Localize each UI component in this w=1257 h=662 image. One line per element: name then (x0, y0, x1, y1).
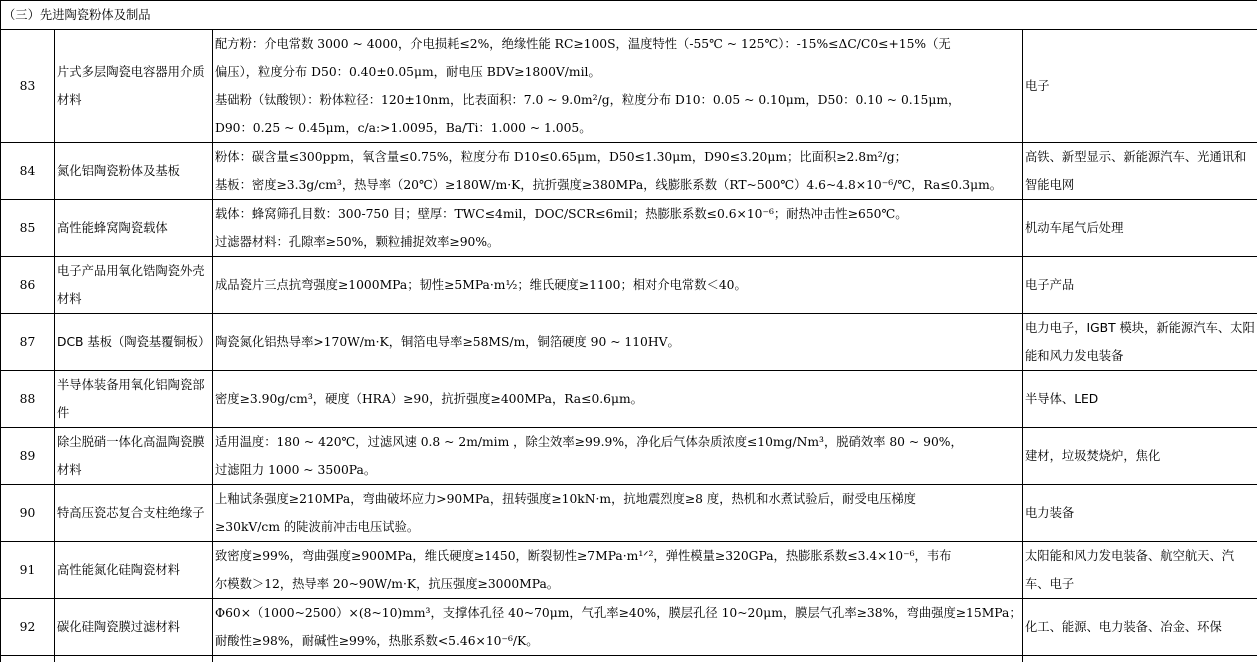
spec-line: 配方粉：介电常数 3000 ~ 4000，介电损耗≤2%，绝缘性能 RC≥100S，温度特性（-55℃ ~ 125℃）：-15%≤ΔC/C0≤+15%（无 (215, 30, 1020, 58)
row-number: 86 (1, 257, 55, 314)
table-row (1, 485, 1257, 542)
spec-cell (213, 542, 1023, 599)
row-number: 85 (1, 200, 55, 257)
row-number: 87 (1, 314, 55, 371)
row-number: 84 (1, 143, 55, 200)
application-field: 高铁、新型显示、新能源汽车、光通讯和智能电网 (1023, 143, 1257, 200)
application-field: 电子 (1023, 30, 1257, 143)
application-field: 电力电子，IGBT 模块，新能源汽车、太阳能和风力发电装备 (1023, 314, 1257, 371)
application-field: 建材，垃圾焚烧炉，焦化 (1023, 428, 1257, 485)
material-name: DCB 基板（陶瓷基覆铜板） (55, 314, 213, 371)
application-field: 半导体、LED (1023, 371, 1257, 428)
table-row (1, 143, 1257, 200)
table-row (1, 30, 1257, 143)
table-row (1, 314, 1257, 371)
application-field: 电子产品 (1023, 257, 1257, 314)
row-number: 83 (1, 30, 55, 143)
spec-line: 过滤器材料：孔隙率≥50%，颗粒捕捉效率≥90%。 (215, 228, 1020, 256)
material-name: 电子产品用氧化锆陶瓷外壳材料 (55, 257, 213, 314)
spec-cell (213, 200, 1023, 257)
row-number: 91 (1, 542, 55, 599)
spec-line: 尔模数＞12，热导率 20~90W/m·K，抗压强度≥3000MPa。 (215, 570, 1020, 598)
section-index: （三） (3, 8, 40, 22)
row-number: 90 (1, 485, 55, 542)
application-field: 化工、能源、电力装备、冶金、环保 (1023, 599, 1257, 656)
table-row (1, 542, 1257, 599)
material-name: 高性能蜂窝陶瓷载体 (55, 200, 213, 257)
spec-line: 偏压），粒度分布 D50：0.40±0.05μm，耐电压 BDV≥1800V/mil。 (215, 58, 1020, 86)
spec-line: Φ60×（1000~2500）×(8~10)mm³，支撑体孔径 40~70μm，气孔率≥40%，膜层孔径 10~20μm，膜层气孔率≥38%，弯曲强度≥15MPa； (215, 599, 1020, 627)
spec-line: 上釉试条强度≥210MPa，弯曲破坏应力>90MPa，扭转强度≥10kN·m，抗地震烈度≥8 度，热机和水煮试验后，耐受电压梯度 (215, 485, 1020, 513)
spec-line: 基础粉（钛酸钡）：粉体粒径：120±10nm，比表面积：7.0 ~ 9.0m²/g，粒度分布 D10：0.05 ~ 0.10μm，D50：0.10 ~ 0.15μm， (215, 86, 1020, 114)
spec-line: 耐酸性≥98%，耐碱性≥99%，热胀系数<5.46×10⁻⁶/K。 (215, 627, 1020, 655)
application-field: 太阳能和风力发电装备、航空航天、汽车、电子 (1023, 542, 1257, 599)
table-row (1, 371, 1257, 428)
spec-line: D90：0.25 ~ 0.45μm，c/a:>1.0095，Ba/Ti：1.000 ~ 1.005。 (215, 114, 1020, 142)
table-row (1, 257, 1257, 314)
material-name: 高性能氮化硅陶瓷材料 (55, 542, 213, 599)
table-row-partial (1, 656, 1257, 662)
spec-line: 密度≥3.90g/cm³，硬度（HRA）≥90，抗折强度≥400MPa，Ra≤0.6μm。 (215, 385, 1020, 413)
row-number: 92 (1, 599, 55, 656)
material-name: 除尘脱硝一体化高温陶瓷膜材料 (55, 428, 213, 485)
spec-cell (213, 485, 1023, 542)
section-header (1, 1, 1257, 30)
spec-line: 致密度≥99%，弯曲强度≥900MPa，维氏硬度≥1450，断裂韧性≥7MPa·m¹ᐟ²，弹性模量≥320GPa，热膨胀系数≤3.4×10⁻⁶，韦布 (215, 542, 1020, 570)
table-row (1, 428, 1257, 485)
application-field: 电力装备 (1023, 485, 1257, 542)
spec-line: 适用温度：180 ~ 420℃，过滤风速 0.8 ~ 2m/mim ，除尘效率≥99.9%，净化后气体杂质浓度≤10mg/Nm³，脱硝效率 80 ~ 90%， (215, 428, 1020, 456)
row-number: 88 (1, 371, 55, 428)
material-name: 氮化铝陶瓷粉体及基板 (55, 143, 213, 200)
spec-cell (213, 428, 1023, 485)
spec-line: ≥30kV/cm 的陡波前冲击电压试验。 (215, 513, 1020, 541)
material-name: 半导体装备用氧化铝陶瓷部件 (55, 371, 213, 428)
spec-cell (213, 314, 1023, 371)
section-title: 先进陶瓷粉体及制品 (40, 8, 151, 22)
row-number: 89 (1, 428, 55, 485)
spec-cell (213, 30, 1023, 143)
application-field: 机动车尾气后处理 (1023, 200, 1257, 257)
spec-cell (213, 371, 1023, 428)
material-name: 碳化硅陶瓷膜过滤材料 (55, 599, 213, 656)
spec-line: 成品瓷片三点抗弯强度≥1000MPa；韧性≥5MPa·m½；维氏硬度≥1100；相对介电常数＜40。 (215, 271, 1020, 299)
spec-line: 过滤阻力 1000 ~ 3500Pa。 (215, 456, 1020, 484)
material-name: 片式多层陶瓷电容器用介质材料 (55, 30, 213, 143)
spec-line: 陶瓷氮化铝热导率>170W/m·K，铜箔电导率≥58MS/m，铜箔硬度 90 ~ 110HV。 (215, 328, 1020, 356)
table-row (1, 200, 1257, 257)
material-name: 特高压瓷芯复合支柱绝缘子 (55, 485, 213, 542)
spec-cell (213, 257, 1023, 314)
spec-cell (213, 143, 1023, 200)
spec-line: 基板：密度≥3.3g/cm³，热导率（20℃）≥180W/m·K，抗折强度≥380MPa，线膨胀系数（RT~500℃）4.6~4.8×10⁻⁶/℃，Ra≤0.3μm。 (215, 171, 1020, 199)
spec-line: 载体：蜂窝筛孔目数：300-750 目；壁厚：TWC≤4mil，DOC/SCR≤6mil；热膨胀系数≤0.6×10⁻⁶；耐热冲击性≥650℃。 (215, 200, 1020, 228)
spec-line: 粉体：碳含量≤300ppm，氧含量≤0.75%，粒度分布 D10≤0.65μm，D50≤1.30μm，D90≤3.20μm；比面积≥2.8m²/g； (215, 143, 1020, 171)
section-header-row (1, 1, 1257, 30)
